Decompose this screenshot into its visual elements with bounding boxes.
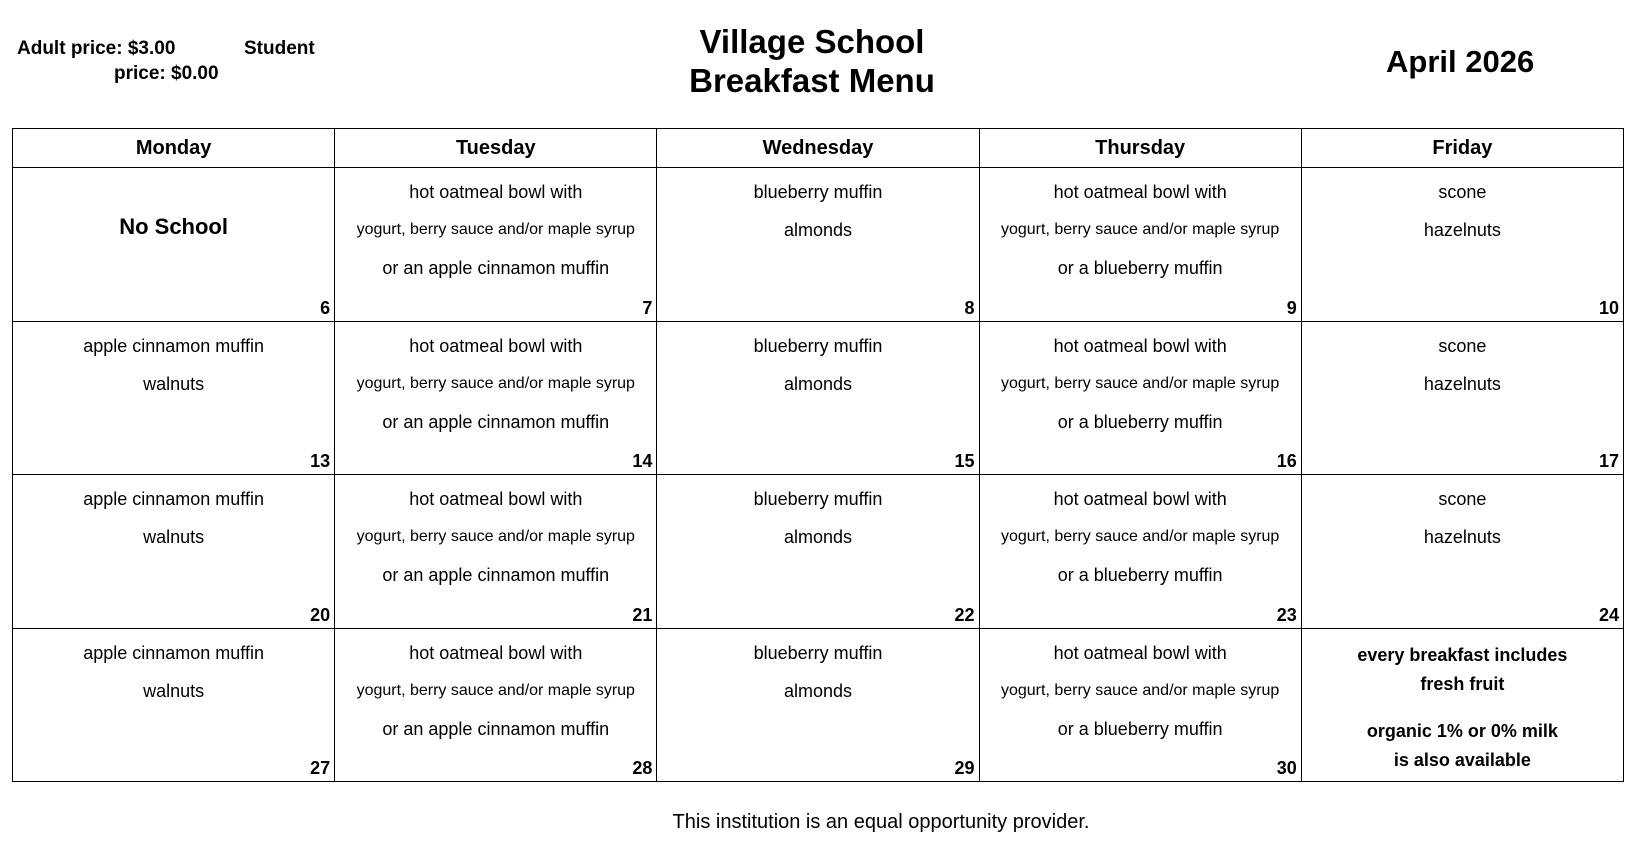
menu-item: hot oatmeal bowl with [1053, 335, 1227, 356]
menu-item: yogurt, berry sauce and/or maple syrup [1000, 374, 1280, 392]
menu-items [1302, 475, 1623, 563]
week-row [13, 321, 1624, 475]
adult-price: Adult price: $3.00 [17, 38, 176, 59]
menu-items [657, 322, 978, 410]
menu-item: yogurt, berry sauce and/or maple syrup [356, 681, 635, 699]
note-line: fresh fruit [1420, 673, 1505, 694]
day-cell [657, 475, 979, 629]
menu-item: almonds [783, 527, 852, 547]
menu-item: yogurt, berry sauce and/or maple syrup [1000, 681, 1280, 699]
day-cell [13, 475, 335, 629]
menu-items [13, 475, 334, 563]
menu-item: blueberry muffin [753, 335, 883, 356]
no-school-label: No School [119, 214, 228, 239]
day-number: 27 [310, 758, 331, 778]
student-price-label: Student [244, 38, 315, 59]
menu-items [980, 168, 1301, 294]
day-number: 28 [632, 758, 653, 778]
menu-item: or a blueberry muffin [1057, 258, 1223, 278]
menu-item: almonds [783, 220, 852, 240]
student-price: price: $0.00 [114, 63, 219, 84]
week-row [13, 628, 1624, 782]
day-number: 15 [954, 451, 975, 471]
menu-item: hot oatmeal bowl with [409, 642, 583, 663]
menu-item: blueberry muffin [753, 182, 883, 202]
day-number: 10 [1598, 297, 1619, 318]
breakfast-note [1302, 629, 1623, 775]
day-cell [657, 628, 979, 782]
day-cell [1301, 628, 1623, 782]
weekday-header: Wednesday [657, 129, 979, 168]
month-year: April 2026 [1386, 44, 1535, 79]
menu-items [657, 629, 978, 717]
menu-item: apple cinnamon muffin [83, 489, 264, 509]
menu-items [13, 322, 334, 410]
menu-item: or an apple cinnamon muffin [382, 718, 610, 739]
menu-items [980, 475, 1301, 601]
menu-items [657, 475, 978, 563]
menu-item: hazelnuts [1423, 220, 1501, 240]
day-number: 21 [632, 604, 653, 625]
day-number: 30 [1276, 758, 1297, 778]
day-cell [979, 628, 1301, 782]
day-cell [13, 321, 335, 475]
menu-item: almonds [783, 680, 852, 701]
day-cell [979, 321, 1301, 475]
weekday-header: Thursday [979, 129, 1301, 168]
menu-item: hot oatmeal bowl with [409, 489, 583, 509]
menu-items [980, 629, 1301, 755]
menu-item: or a blueberry muffin [1057, 411, 1223, 432]
day-cell [1301, 475, 1623, 629]
menu-item: or an apple cinnamon muffin [382, 565, 610, 585]
menu-item: blueberry muffin [753, 642, 883, 663]
menu-items [335, 629, 656, 755]
menu-item: hot oatmeal bowl with [1053, 182, 1227, 202]
week-row [13, 475, 1624, 629]
day-number: 9 [1286, 297, 1297, 318]
menu-item: almonds [783, 373, 852, 394]
day-number: 8 [964, 297, 975, 318]
week-row [13, 168, 1624, 322]
menu-item: yogurt, berry sauce and/or maple syrup [1000, 528, 1280, 545]
menu-item: apple cinnamon muffin [83, 642, 264, 663]
menu-items [335, 168, 656, 294]
menu-item: apple cinnamon muffin [83, 335, 264, 356]
day-cell [335, 475, 657, 629]
day-cell [979, 475, 1301, 629]
menu-calendar [12, 128, 1624, 782]
day-cell [1301, 321, 1623, 475]
menu-item: scone [1438, 335, 1487, 356]
title-line-school: Village School [699, 23, 925, 60]
menu-items [335, 322, 656, 448]
day-number: 23 [1276, 604, 1297, 625]
menu-item: or a blueberry muffin [1057, 565, 1223, 585]
day-number: 29 [954, 758, 975, 778]
title-line-menu: Breakfast Menu [689, 62, 935, 99]
day-cell [657, 321, 979, 475]
note-spacer [1302, 699, 1623, 717]
menu-items [13, 629, 334, 717]
day-cell [1301, 168, 1623, 322]
day-cell [335, 628, 657, 782]
day-number: 14 [632, 451, 653, 471]
menu-item: walnuts [143, 373, 205, 394]
note-line: is also available [1393, 749, 1531, 770]
menu-item: hot oatmeal bowl with [1053, 489, 1227, 509]
menu-item: yogurt, berry sauce and/or maple syrup [356, 374, 635, 392]
menu-items [657, 168, 978, 256]
day-number: 6 [320, 297, 331, 318]
weekday-header-row [13, 129, 1624, 168]
menu-item: or an apple cinnamon muffin [382, 411, 610, 432]
day-number: 13 [310, 451, 331, 471]
menu-item: blueberry muffin [753, 489, 883, 509]
note-line: every breakfast includes [1357, 644, 1568, 665]
menu-items [980, 322, 1301, 448]
day-number: 20 [310, 604, 331, 625]
menu-item: hot oatmeal bowl with [409, 335, 583, 356]
menu-items [1302, 168, 1623, 256]
day-cell [13, 168, 335, 322]
day-cell [657, 168, 979, 322]
menu-item: or an apple cinnamon muffin [382, 258, 610, 278]
menu-item: walnuts [143, 680, 205, 701]
menu-item: hazelnuts [1423, 527, 1501, 547]
note-line: organic 1% or 0% milk [1366, 720, 1558, 741]
menu-items [335, 475, 656, 601]
menu-item: yogurt, berry sauce and/or maple syrup [356, 221, 635, 238]
menu-item: yogurt, berry sauce and/or maple syrup [356, 528, 635, 545]
page-title [0, 22, 1624, 100]
menu-items [1302, 322, 1623, 410]
day-number: 16 [1276, 451, 1297, 471]
day-number: 17 [1598, 451, 1619, 471]
day-cell [13, 628, 335, 782]
menu-item: scone [1438, 489, 1487, 509]
menu-item: yogurt, berry sauce and/or maple syrup [1000, 221, 1280, 238]
menu-item: hot oatmeal bowl with [409, 182, 583, 202]
menu-item: hot oatmeal bowl with [1053, 642, 1227, 663]
menu-item: scone [1438, 182, 1487, 202]
menu-item: or a blueberry muffin [1057, 718, 1223, 739]
menu-item: hazelnuts [1423, 373, 1501, 394]
weekday-header: Tuesday [335, 129, 657, 168]
day-cell [979, 168, 1301, 322]
day-cell [335, 321, 657, 475]
day-number: 24 [1598, 604, 1619, 625]
footer-statement: This institution is an equal opportunity provider. [672, 811, 1090, 833]
day-number: 7 [642, 297, 653, 318]
day-cell [335, 168, 657, 322]
day-number: 22 [954, 604, 975, 625]
weekday-header: Friday [1301, 129, 1623, 168]
weekday-header: Monday [13, 129, 335, 168]
menu-item: walnuts [143, 527, 205, 547]
